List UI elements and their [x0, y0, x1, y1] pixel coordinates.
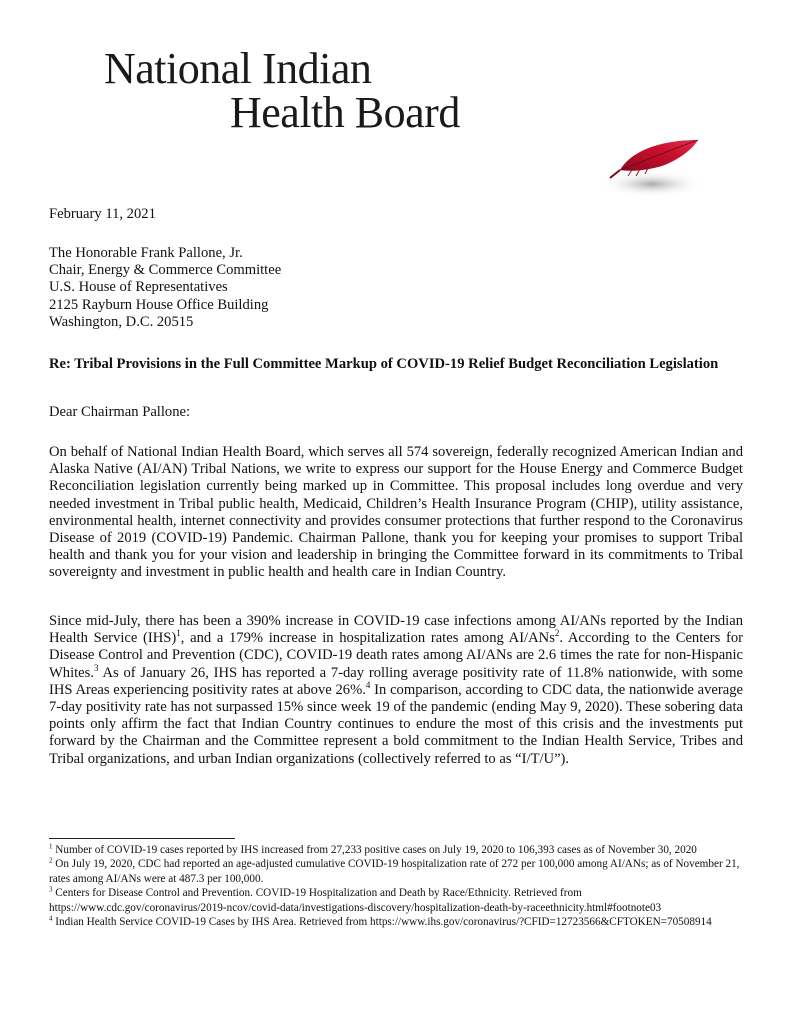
paragraph-text: . According to the Centers for Disease Control and Prevention (CDC), COVID-19 death rates among AI/ANs are 2.6 times the rate for non-Hispanic Whites.	[49, 630, 743, 681]
footnote-number: 2	[49, 856, 53, 865]
paragraph-text: Since mid-July, there has been a 390% increase in COVID-19 case infections among AI/ANs reported by the Indian Health Service (IHS)	[49, 613, 743, 647]
body-paragraph-2	[49, 613, 743, 768]
footnote-3	[49, 886, 749, 915]
address-line: Washington, D.C. 20515	[49, 313, 194, 330]
footnote-2	[49, 857, 749, 886]
footnote-ref-1[interactable]: 1	[176, 628, 181, 639]
footnote-text: On July 19, 2020, CDC had reported an age-adjusted cumulative COVID-19 hospitalization rate of 272 per 100,000 among AI/ANs; as of November 21, rates among AI/ANs were at 487.3 per 100,000.	[49, 858, 740, 885]
address-line: U.S. House of Representatives	[49, 279, 228, 296]
subject-line: Re: Tribal Provisions in the Full Committee Markup of COVID-19 Relief Budget Reconciliation Legislation	[49, 356, 719, 372]
footnote-number: 1	[49, 842, 53, 851]
footnote-text: Centers for Disease Control and Prevention. COVID-19 Hospitalization and Death by Race/Ethnicity. Retrieved from https://www.cdc.gov/coronavirus/2019-ncov/covid-data/investigations-discovery/hospitalization-death-by-raceethnicity.html#footnote03	[49, 887, 662, 914]
feather-icon	[502, 90, 702, 200]
salutation: Dear Chairman Pallone:	[49, 404, 191, 420]
footnote-number: 3	[49, 885, 53, 894]
body-paragraph-1: On behalf of National Indian Health Board, which serves all 574 sovereign, federally recognized American Indian and Alaska Native (AI/AN) Tribal Nations, we write to express our support for the House Energy and Commerce Budget Reconciliation legislation currently being marked up in Committee. This proposal includes long overdue and very needed investment in Tribal public health, Medicaid, Children’s Health Insurance Program (CHIP), utility assistance, environmental health, internet connectivity and provides consumer protections that further respond to the Coronavirus Disease of 2019 (COVID-19) Pandemic. Chairman Pallone, thank you for keeping your promises to support Tribal health and thank you for your vision and leadership in bringing the Committee forward in its commitments to Tribal sovereignty and investment in public health and health care in Indian Country.	[49, 444, 743, 581]
footnotes	[49, 843, 749, 929]
footnote-ref-4[interactable]: 4	[365, 679, 371, 690]
footnote-1	[49, 843, 749, 857]
address-line: The Honorable Frank Pallone, Jr.	[49, 245, 243, 261]
address-line: Chair, Energy & Commerce Committee	[49, 262, 282, 279]
letter-date: February 11, 2021	[49, 206, 156, 222]
footnote-number: 4	[49, 914, 53, 923]
footnote-text: Indian Health Service COVID-19 Cases by IHS Area. Retrieved from https://www.ihs.gov/coronavirus/?CFID=12723566&CFTOKEN=70508914	[52, 916, 712, 929]
logo-text-line2: Health Board	[230, 88, 460, 137]
footnote-4	[49, 915, 749, 929]
recipient-address	[49, 245, 743, 331]
footnote-text: Number of COVID-19 cases reported by IHS increased from 27,233 positive cases on July 19, 2020 to 106,393 cases as of November 30, 2020	[52, 844, 697, 856]
footnote-ref-2[interactable]: 2	[554, 628, 560, 639]
paragraph-text: As of January 26, IHS has reported a 7-day rolling average positivity rate of 11.8% nationwide, with some IHS Areas experiencing positivity rates at above 26%.	[49, 664, 743, 698]
logo-text-line1: National Indian	[104, 44, 372, 93]
address-line: 2125 Rayburn House Office Building	[49, 296, 269, 313]
org-logo	[104, 44, 704, 204]
paragraph-text: In comparison, according to CDC data, the nationwide average 7-day positivity rate has not surpassed 15% since week 19 of the pandemic (ending May 9, 2020). These sobering data points only affirm the fact that Indian Country continues to endure the most of this crisis and the investments put forward by the Chairman and the Committee represent a bold commitment to the Indian Health Service, Tribes and Tribal organizations, and urban Indian organizations (collectively referred to as “I/T/U”).	[49, 681, 743, 767]
footnote-divider	[49, 838, 235, 839]
footnote-ref-3[interactable]: 3	[94, 662, 99, 673]
paragraph-text: , and a 179% increase in hospitalization rates among AI/ANs	[180, 630, 555, 647]
